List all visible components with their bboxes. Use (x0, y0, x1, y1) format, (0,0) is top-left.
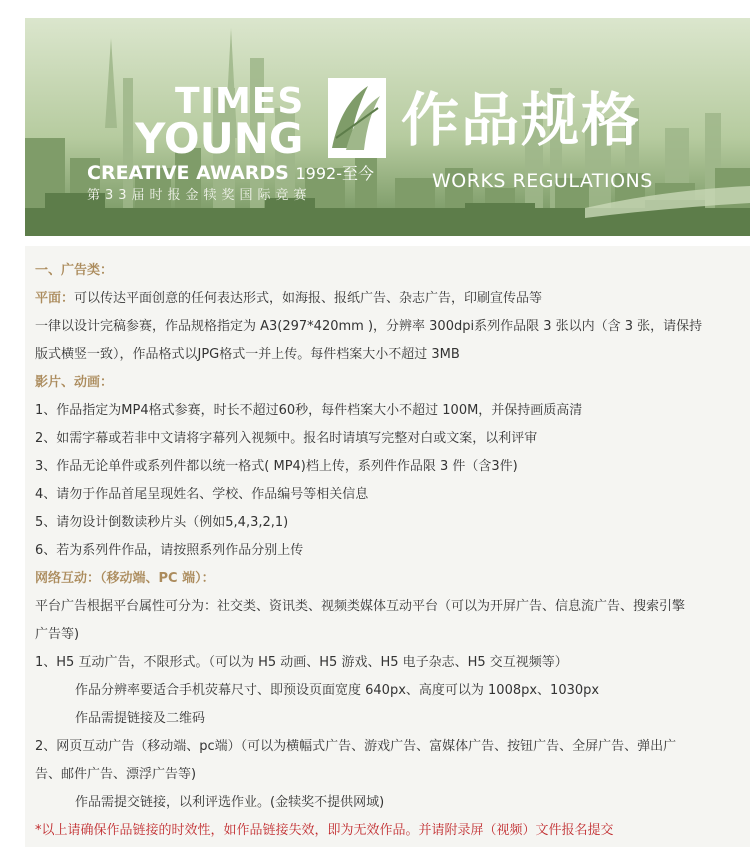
h5-link-note: 作品需提链接及二维码 (75, 711, 206, 726)
header-banner (25, 18, 750, 236)
print-line-3: 版式横竖一致），作品格式以JPG格式一并上传。每件档案大小不超过 3MB (35, 347, 460, 362)
section-heading-video: 影片、动画： (35, 375, 114, 390)
h5-ad-item: 1、H5 互动广告，不限形式。（可以为 H5 动画、H5 游戏、H5 电子杂志、H5 交互视频等） (35, 655, 568, 670)
section-heading-interactive: 网络互动：（移动端、PC 端）： (35, 571, 215, 586)
web-ad-item-line-2: 告、邮件广告、漂浮广告等) (35, 767, 197, 782)
print-line-2: 一律以设计完稿参赛，作品规格指定为 A3(297*420mm )，分辨率 300dpi系列作品限 3 张以内（含 3 张，请保持 (35, 319, 703, 334)
link-validity-note: *以上请确保作品链接的时效性，如作品链接失效，即为无效作品。并请附录屏（视频）文件报名提交 (35, 823, 614, 838)
web-link-note: 作品需提交链接，以利评选作业。(金犊奖不提供网域) (75, 795, 385, 810)
video-item-1: 1、作品指定为MP4格式参赛，时长不超过60秒，每件档案大小不超过 100M，并保持画质高清 (35, 403, 583, 418)
times-young-logo-icon (328, 78, 386, 158)
web-ad-item-line-1: 2、网页互动广告（移动端、pc端）（可以为横幅式广告、游戏广告、富媒体广告、按钮广告、全屏广告、弹出广 (35, 739, 677, 754)
logo-creative-label: CREATIVE AWARDS (87, 162, 289, 184)
logo-text-creative-awards (87, 163, 374, 184)
regulations-content (25, 246, 750, 847)
print-line-1 (35, 292, 542, 306)
h5-resolution-note: 作品分辨率要适合手机荧幕尺寸、即预设页面宽度 640px、高度可以为 1008px、1030px (75, 683, 600, 698)
video-item-5: 5、请勿设计倒数读秒片头（例如5,4,3,2,1) (35, 515, 289, 530)
logo-text-young: YOUNG (135, 114, 304, 163)
section-heading-ads: 一、广告类： (35, 263, 114, 278)
video-item-4: 4、请勿于作品首尾呈现姓名、学校、作品编号等相关信息 (35, 487, 369, 502)
print-label: 平面： (35, 291, 75, 306)
interactive-intro-line-1: 平台广告根据平台属性可分为：社交类、资讯类、视频类媒体互动平台（可以为开屏广告、信息流广告、搜索引擎 (35, 599, 686, 614)
print-description: 可以传达平面创意的任何表达形式，如海报、报纸广告、杂志广告，印刷宣传品等 (74, 291, 543, 306)
logo-text-times: TIMES (175, 81, 305, 122)
video-item-2: 2、如需字幕或若非中文请将字幕列入视频中。报名时请填写完整对白或文案，以利评审 (35, 431, 538, 446)
banner-title: 作品规格 (401, 86, 642, 154)
city-skyline-background (25, 18, 750, 236)
video-item-6: 6、若为系列件作品，请按照系列作品分别上传 (35, 543, 304, 558)
video-item-3: 3、作品无论单件或系列件都以统一格式( MP4)档上传，系列件作品限 3 件（含3件) (35, 459, 518, 474)
logo-years: 1992-至今 (295, 164, 374, 183)
banner-subtitle: WORKS REGULATIONS (432, 170, 653, 192)
interactive-intro-line-2: 广告等) (35, 627, 80, 642)
logo-edition-text: 第33届时报金犊奖国际竞赛 (87, 188, 312, 203)
